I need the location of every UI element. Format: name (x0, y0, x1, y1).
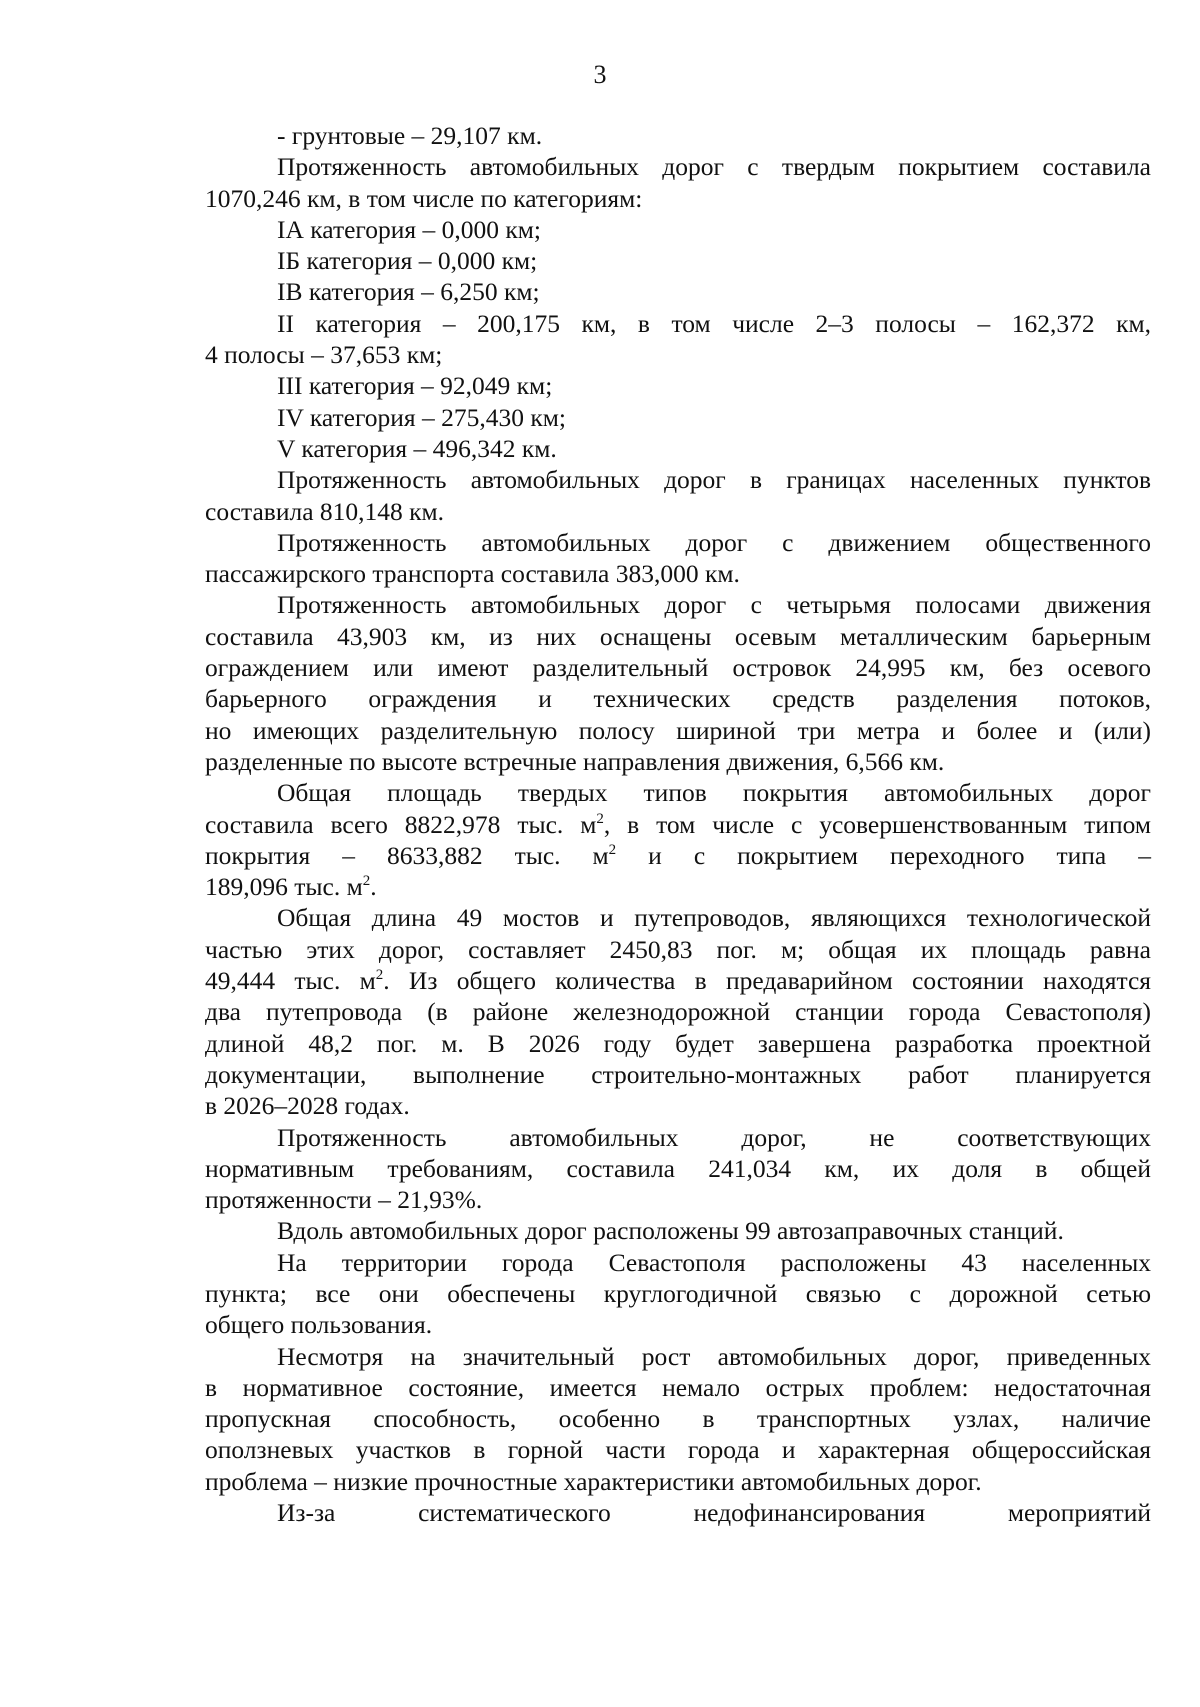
text-line: Протяженность автомобильных дорог в границах населенных пунктов (277, 465, 1151, 495)
text-line: III категория – 92,049 км; (277, 371, 553, 401)
text-line: составила 43,903 км, из них оснащены осевым металлическим барьерным (205, 621, 1151, 651)
text-line: нормативным требованиям, составила 241,034 км, их доля в общей (205, 1153, 1151, 1183)
text-span: . Из общего количества в предаварийном состоянии находятся (383, 966, 1151, 996)
text-line: пункта; все они обеспечены круглогодичной связью с дорожной сетью (205, 1278, 1151, 1308)
text-line: общего пользования. (205, 1310, 433, 1340)
text-line (205, 871, 1151, 902)
text-span: 189,096 тыс. м (205, 872, 363, 902)
text-line (205, 965, 1151, 996)
text-line: но имеющих разделительную полосу шириной три метра и более и (или) (205, 715, 1151, 745)
text-line: барьерного ограждения и технических средств разделения потоков, (205, 684, 1151, 714)
text-line: IV категория – 275,430 км; (277, 402, 567, 432)
text-line: 4 полосы – 37,653 км; (205, 340, 443, 370)
text-line: Из-за систематического недофинансирования мероприятий (277, 1498, 1151, 1528)
text-line: Общая длина 49 мостов и путепроводов, являющихся технологической (277, 903, 1151, 933)
text-line: длиной 48,2 пог. м. В 2026 году будет завершена разработка проектной (205, 1028, 1151, 1058)
page-number: 3 (593, 60, 607, 89)
text-span: покрытия – 8633,882 тыс. м (205, 840, 609, 870)
text-line: составила 810,148 км. (205, 496, 445, 526)
text-line: IБ категория – 0,000 км; (277, 246, 538, 276)
text-line: пассажирского транспорта составила 383,000 км. (205, 559, 740, 589)
text-line: 1070,246 км, в том числе по категориям: (205, 183, 643, 213)
text-line: Вдоль автомобильных дорог расположены 99 автозаправочных станций. (277, 1216, 1064, 1246)
text-line: ограждением или имеют разделительный островок 24,995 км, без осевого (205, 653, 1151, 683)
text-span: . (370, 872, 377, 902)
text-line: IВ категория – 6,250 км; (277, 277, 540, 307)
text-line (205, 840, 1151, 871)
text-line: Протяженность автомобильных дорог с движением общественного (277, 527, 1151, 557)
superscript: 2 (362, 873, 371, 890)
text-line: проблема – низкие прочностные характеристики автомобильных дорог. (205, 1466, 982, 1496)
text-line: Протяженность автомобильных дорог с четырьмя полосами движения (277, 590, 1151, 620)
text-line: разделенные по высоте встречные направления движения, 6,566 км. (205, 746, 945, 776)
superscript: 2 (596, 810, 604, 827)
text-line: частью этих дорог, составляет 2450,83 пог. м; общая их площадь равна (205, 934, 1151, 964)
document-body (205, 120, 1151, 1528)
text-line: пропускная способность, особенно в транспортных узлах, наличие (205, 1404, 1151, 1434)
text-line: Общая площадь твердых типов покрытия автомобильных дорог (277, 778, 1151, 808)
text-line: IА категория – 0,000 км; (277, 214, 541, 244)
text-line: в 2026–2028 годах. (205, 1091, 410, 1121)
text-line: два путепровода (в районе железнодорожной станции города Севастополя) (205, 997, 1151, 1027)
text-span: составила всего 8822,978 тыс. м (205, 809, 597, 839)
text-line: - грунтовые – 29,107 км. (277, 121, 543, 150)
text-line: в нормативное состояние, имеется немало острых проблем: недостаточная (205, 1372, 1151, 1402)
text-line: Протяженность автомобильных дорог, не соответствующих (277, 1122, 1151, 1152)
text-span: , в том числе с усовершенствованным типом (603, 809, 1151, 839)
text-line: документации, выполнение строительно-монтажных работ планируется (205, 1059, 1151, 1089)
text-span: 49,444 тыс. м (205, 966, 376, 996)
superscript: 2 (608, 841, 617, 858)
text-line: На территории города Севастополя расположены 43 населенных (277, 1247, 1151, 1277)
text-line: Протяженность автомобильных дорог с твердым покрытием составила (277, 152, 1151, 182)
text-line: Несмотря на значительный рост автомобильных дорог, приведенных (277, 1341, 1151, 1371)
text-line: протяженности – 21,93%. (205, 1185, 483, 1215)
text-line: оползневых участков в горной части города и характерная общероссийская (205, 1435, 1151, 1465)
text-line: V категория – 496,342 км. (277, 433, 557, 463)
text-line: II категория – 200,175 км, в том числе 2–3 полосы – 162,372 км, (277, 308, 1151, 338)
text-line (205, 809, 1151, 840)
text-span: и с покрытием переходного типа – (616, 840, 1151, 870)
superscript: 2 (375, 967, 384, 984)
